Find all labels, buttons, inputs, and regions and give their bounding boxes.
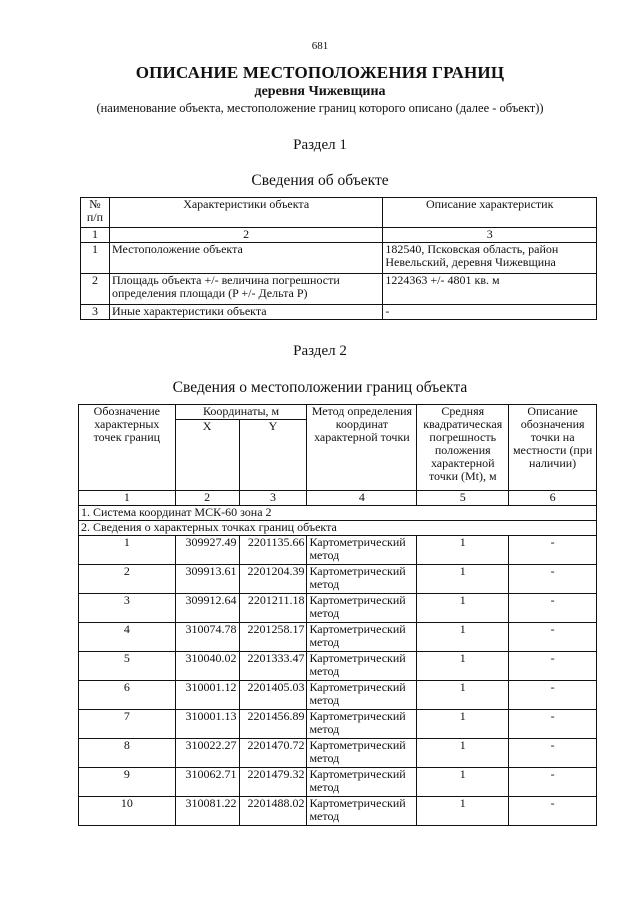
object-info-table bbox=[80, 197, 597, 320]
row-number: 1 bbox=[81, 243, 110, 274]
mean-square-error: 1 bbox=[417, 797, 509, 826]
coordinate-y: 2201258.17 bbox=[239, 623, 307, 652]
characteristic-value: - bbox=[383, 305, 597, 320]
header-method: Метод определения координат характерной точки bbox=[307, 405, 417, 491]
coordinate-x: 310022.27 bbox=[175, 739, 239, 768]
point-number: 3 bbox=[79, 594, 176, 623]
mean-square-error: 1 bbox=[417, 681, 509, 710]
table-row bbox=[81, 243, 597, 274]
point-description: - bbox=[509, 594, 597, 623]
column-number: 3 bbox=[239, 491, 307, 506]
point-description: - bbox=[509, 652, 597, 681]
column-number: 5 bbox=[417, 491, 509, 506]
column-number: 3 bbox=[383, 228, 597, 243]
column-number: 1 bbox=[79, 491, 176, 506]
section-2-label: Раздел 2 bbox=[293, 343, 347, 359]
point-number: 1 bbox=[79, 536, 176, 565]
coordinate-x: 310062.71 bbox=[175, 768, 239, 797]
point-number: 8 bbox=[79, 739, 176, 768]
coordinate-system: 1. Система координат МСК-60 зона 2 bbox=[79, 506, 597, 521]
header-characteristic: Характеристики объекта bbox=[109, 198, 382, 228]
point-number: 9 bbox=[79, 768, 176, 797]
table-row bbox=[79, 536, 597, 565]
header-coordinates: Координаты, м bbox=[175, 405, 307, 420]
mean-square-error: 1 bbox=[417, 652, 509, 681]
method: Картометрический метод bbox=[307, 623, 417, 652]
point-description: - bbox=[509, 623, 597, 652]
page-number: 681 bbox=[311, 40, 329, 52]
point-number: 2 bbox=[79, 565, 176, 594]
method: Картометрический метод bbox=[307, 536, 417, 565]
characteristic-name: Площадь объекта +/- величина погрешности определения площади (P +/- Дельта P) bbox=[109, 274, 382, 305]
boundary-points-table bbox=[78, 404, 597, 826]
table-row bbox=[79, 594, 597, 623]
coordinate-y: 2201488.02 bbox=[239, 797, 307, 826]
coordinate-x: 310001.12 bbox=[175, 681, 239, 710]
coordinate-x: 309913.61 bbox=[175, 565, 239, 594]
method: Картометрический метод bbox=[307, 739, 417, 768]
table-row bbox=[79, 623, 597, 652]
mean-square-error: 1 bbox=[417, 710, 509, 739]
characteristic-value: 1224363 +/- 4801 кв. м bbox=[383, 274, 597, 305]
table-row bbox=[79, 652, 597, 681]
mean-square-error: 1 bbox=[417, 565, 509, 594]
table-row bbox=[79, 797, 597, 826]
coordinate-x: 310081.22 bbox=[175, 797, 239, 826]
coordinate-y: 2201135.66 bbox=[239, 536, 307, 565]
coordinate-x: 310074.78 bbox=[175, 623, 239, 652]
point-description: - bbox=[509, 768, 597, 797]
coordinate-y: 2201333.47 bbox=[239, 652, 307, 681]
coordinate-y: 2201204.39 bbox=[239, 565, 307, 594]
method: Картометрический метод bbox=[307, 710, 417, 739]
coordinate-x: 310040.02 bbox=[175, 652, 239, 681]
coordinate-y: 2201470.72 bbox=[239, 739, 307, 768]
row-number: 3 bbox=[81, 305, 110, 320]
point-number: 7 bbox=[79, 710, 176, 739]
coordinate-y: 2201479.32 bbox=[239, 768, 307, 797]
point-description: - bbox=[509, 536, 597, 565]
section-1-label: Раздел 1 bbox=[293, 137, 347, 153]
table-row bbox=[79, 710, 597, 739]
points-section-title: 2. Сведения о характерных точках границ объекта bbox=[79, 521, 597, 536]
point-number: 6 bbox=[79, 681, 176, 710]
coordinate-x: 310001.13 bbox=[175, 710, 239, 739]
point-description: - bbox=[509, 710, 597, 739]
section-2-heading: Сведения о местоположении границ объекта bbox=[172, 379, 468, 396]
header-point: Обозначение характерных точек границ bbox=[79, 405, 176, 491]
point-number: 5 bbox=[79, 652, 176, 681]
coordinate-y: 2201211.18 bbox=[239, 594, 307, 623]
column-number: 6 bbox=[509, 491, 597, 506]
characteristic-name: Иные характеристики объекта bbox=[109, 305, 382, 320]
column-number: 2 bbox=[109, 228, 382, 243]
table-row bbox=[79, 681, 597, 710]
mean-square-error: 1 bbox=[417, 594, 509, 623]
object-name: деревня Чижевщина bbox=[254, 84, 386, 99]
mean-square-error: 1 bbox=[417, 739, 509, 768]
table-row bbox=[81, 274, 597, 305]
column-number: 4 bbox=[307, 491, 417, 506]
document-title: ОПИСАНИЕ МЕСТОПОЛОЖЕНИЯ ГРАНИЦ bbox=[135, 63, 505, 82]
method: Картометрический метод bbox=[307, 797, 417, 826]
point-number: 10 bbox=[79, 797, 176, 826]
column-number: 1 bbox=[81, 228, 110, 243]
method: Картометрический метод bbox=[307, 652, 417, 681]
point-description: - bbox=[509, 681, 597, 710]
coordinate-x: 309912.64 bbox=[175, 594, 239, 623]
header-y: Y bbox=[239, 420, 307, 491]
table-row bbox=[79, 565, 597, 594]
mean-square-error: 1 bbox=[417, 536, 509, 565]
point-description: - bbox=[509, 739, 597, 768]
table-row bbox=[79, 739, 597, 768]
row-number: 2 bbox=[81, 274, 110, 305]
header-x: X bbox=[175, 420, 239, 491]
point-description: - bbox=[509, 565, 597, 594]
coordinate-y: 2201456.89 bbox=[239, 710, 307, 739]
object-name-note: (наименование объекта, местоположение границ которого описано (далее - объект)) bbox=[96, 101, 544, 115]
table-row bbox=[79, 768, 597, 797]
table-row bbox=[81, 305, 597, 320]
point-description: - bbox=[509, 797, 597, 826]
mean-square-error: 1 bbox=[417, 768, 509, 797]
header-description: Описание обозначения точки на местности (при наличии) bbox=[509, 405, 597, 491]
method: Картометрический метод bbox=[307, 768, 417, 797]
coordinate-y: 2201405.03 bbox=[239, 681, 307, 710]
mean-square-error: 1 bbox=[417, 623, 509, 652]
header-number: № п/п bbox=[81, 198, 110, 228]
method: Картометрический метод bbox=[307, 594, 417, 623]
characteristic-value: 182540, Псковская область, район Невельский, деревня Чижевщина bbox=[383, 243, 597, 274]
column-number: 2 bbox=[175, 491, 239, 506]
section-1-heading: Сведения об объекте bbox=[251, 172, 389, 189]
header-description: Описание характеристик bbox=[383, 198, 597, 228]
characteristic-name: Местоположение объекта bbox=[109, 243, 382, 274]
header-error: Средняя квадратическая погрешность положения характерной точки (Mt), м bbox=[417, 405, 509, 491]
method: Картометрический метод bbox=[307, 681, 417, 710]
method: Картометрический метод bbox=[307, 565, 417, 594]
point-number: 4 bbox=[79, 623, 176, 652]
coordinate-x: 309927.49 bbox=[175, 536, 239, 565]
